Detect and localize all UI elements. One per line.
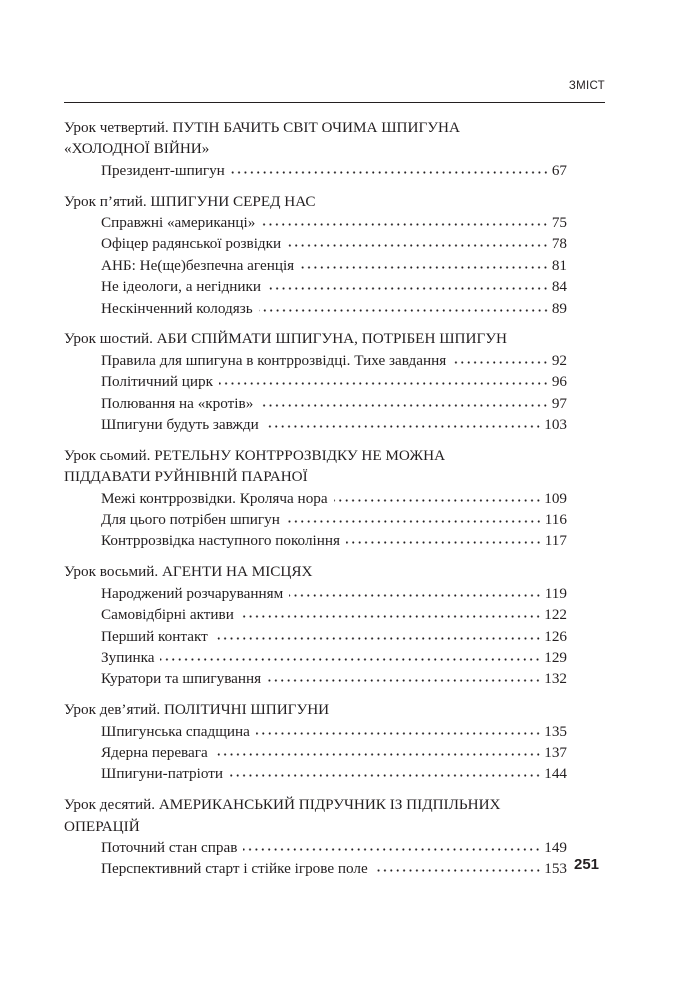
entry-page-number: 122 [544, 606, 567, 624]
dot-leader [346, 541, 542, 544]
chapter-title-continuation: «ХОЛОДНОЇ ВІЙНИ» [64, 140, 210, 158]
dot-leader [259, 309, 549, 312]
toc-entry[interactable] [64, 721, 567, 742]
chapter-title-continuation: ПІДДАВАТИ РУЙНІВНІЙ ПАРАНОЇ [64, 468, 308, 486]
dot-leader [214, 753, 541, 756]
dot-leader [240, 615, 541, 618]
page-number: 251 [574, 856, 600, 873]
dot-leader [286, 520, 542, 523]
entry-title: Шпигуни будуть завжди [101, 416, 259, 434]
toc-entry[interactable] [64, 371, 567, 392]
toc-entry[interactable] [64, 763, 567, 784]
chapter-title[interactable] [64, 191, 567, 212]
running-head: ЗМІСТ [568, 80, 605, 92]
entry-title: Народжений розчаруванням [101, 584, 284, 602]
toc-entry[interactable] [64, 255, 567, 276]
entry-title: Перспективний старт і стійке ігрове поле [101, 860, 368, 878]
toc-entry[interactable] [64, 233, 567, 254]
chapter-title[interactable] [64, 328, 567, 349]
entry-page-number: 117 [544, 532, 567, 550]
dot-leader [374, 869, 542, 872]
toc-entry[interactable] [64, 837, 567, 858]
entry-page-number: 137 [544, 743, 567, 761]
chapter-title[interactable] [64, 561, 567, 582]
toc-entry[interactable] [64, 604, 567, 625]
dot-leader [267, 679, 541, 682]
dot-leader [452, 361, 549, 364]
entry-page-number: 126 [544, 627, 567, 645]
entry-page-number: 81 [551, 256, 567, 274]
toc-entry[interactable] [64, 298, 567, 319]
entry-title: Офіцер радянської розвідки [101, 235, 282, 253]
entry-page-number: 97 [551, 394, 567, 412]
chapter-title-text: Урок дев’ятий. ПОЛІТИЧНІ ШПИГУНИ [64, 701, 330, 719]
dot-leader [267, 287, 549, 290]
toc-entry[interactable] [64, 350, 567, 371]
toc-entry[interactable] [64, 212, 567, 233]
toc-entry[interactable] [64, 647, 567, 668]
chapter-title[interactable] [64, 699, 567, 720]
toc-entry[interactable] [64, 160, 567, 181]
entry-page-number: 67 [551, 161, 567, 179]
entry-page-number: 116 [544, 511, 567, 529]
entry-page-number: 119 [544, 584, 567, 602]
entry-page-number: 149 [544, 838, 567, 856]
dot-leader [259, 404, 549, 407]
entry-title: Межі контррозвідки. Кроляча нора [101, 489, 328, 507]
entry-title: Перший контакт [101, 627, 208, 645]
entry-title: Правила для шпигуна в контррозвідці. Тихе завдання [101, 351, 447, 369]
chapter-title-continuation: ОПЕРАЦІЙ [64, 817, 140, 835]
entry-page-number: 129 [544, 648, 567, 666]
entry-page-number: 92 [551, 351, 567, 369]
dot-leader [300, 266, 549, 269]
entry-title: Полювання на «кротів» [101, 394, 254, 412]
dot-leader [231, 171, 549, 174]
dot-leader [256, 732, 541, 735]
chapter-title-text: Урок сьомий. РЕТЕЛЬНУ КОНТРРОЗВІДКУ НЕ МОЖНА [64, 446, 446, 464]
toc-chapter [64, 117, 567, 181]
chapter-title[interactable] [64, 117, 567, 160]
chapter-title-text: Урок шостий. АБИ СПІЙМАТИ ШПИГУНА, ПОТРІБЕН ШПИГУН [64, 330, 507, 348]
toc-chapter [64, 191, 567, 319]
entry-page-number: 89 [551, 299, 567, 317]
entry-page-number: 144 [544, 765, 567, 783]
toc-chapter [64, 699, 567, 785]
toc-entry[interactable] [64, 742, 567, 763]
entry-page-number: 135 [544, 722, 567, 740]
dot-leader [229, 774, 541, 777]
entry-page-number: 84 [551, 278, 567, 296]
toc-entry[interactable] [64, 488, 567, 509]
dot-leader [160, 658, 541, 661]
dot-leader [214, 637, 541, 640]
entry-title: Президент-шпигун [101, 161, 225, 179]
toc-entry[interactable] [64, 414, 567, 435]
entry-page-number: 109 [544, 489, 567, 507]
entry-title: Ядерна перевага [101, 743, 208, 761]
entry-title: Самовідбірні активи [101, 606, 234, 624]
entry-title: Політичний цирк [101, 373, 213, 391]
entry-page-number: 75 [551, 214, 567, 232]
dot-leader [287, 244, 549, 247]
entry-page-number: 153 [544, 860, 567, 878]
chapter-title-text: Урок четвертий. ПУТІН БАЧИТЬ СВІТ ОЧИМА ШПИГУНА [64, 119, 460, 136]
dot-leader [289, 594, 542, 597]
entry-title: Контррозвідка наступного покоління [101, 532, 340, 550]
toc-entry[interactable] [64, 509, 567, 530]
chapter-title-text: Урок десятий. АМЕРИКАНСЬКИЙ ПІДРУЧНИК ІЗ ПІДПІЛЬНИХ [64, 796, 501, 814]
entry-title: Не ідеологи, а негідники [101, 278, 262, 296]
chapter-title[interactable] [64, 794, 567, 837]
toc-entry[interactable] [64, 393, 567, 414]
toc-entry[interactable] [64, 858, 567, 879]
chapter-title-text: Урок восьмий. АГЕНТИ НА МІСЦЯХ [64, 563, 313, 581]
entry-title: Справжні «американці» [101, 214, 256, 232]
entry-title: Поточний стан справ [101, 838, 238, 856]
toc-entry[interactable] [64, 626, 567, 647]
entry-title: Куратори та шпигування [101, 670, 262, 688]
entry-title: АНБ: Не(ще)безпечна агенція [101, 256, 295, 274]
entry-page-number: 103 [544, 416, 567, 434]
entry-page-number: 132 [544, 670, 567, 688]
entry-title: Для цього потрібен шпигун [101, 511, 280, 529]
entry-title: Шпигунська спадщина [101, 722, 250, 740]
toc-chapter [64, 328, 567, 435]
toc-chapter [64, 561, 567, 689]
chapter-title[interactable] [64, 445, 567, 488]
toc-chapter [64, 445, 567, 552]
entry-title: Нескінченний колодязь [101, 299, 253, 317]
toc-chapter [64, 794, 567, 880]
dot-leader [219, 382, 549, 385]
entry-page-number: 96 [551, 373, 567, 391]
dot-leader [265, 425, 541, 428]
dot-leader [243, 848, 541, 851]
entry-title: Шпигуни-патріоти [101, 765, 223, 783]
entry-page-number: 78 [551, 235, 567, 253]
chapter-title-text: Урок п’ятий. ШПИГУНИ СЕРЕД НАС [64, 192, 316, 210]
entry-title: Зупинка [101, 648, 155, 666]
toc-entry[interactable] [64, 276, 567, 297]
header-rule [64, 102, 605, 103]
table-of-contents [64, 117, 567, 889]
dot-leader [334, 499, 542, 502]
toc-entry[interactable] [64, 668, 567, 689]
toc-entry[interactable] [64, 530, 567, 551]
dot-leader [261, 223, 548, 226]
toc-entry[interactable] [64, 583, 567, 604]
